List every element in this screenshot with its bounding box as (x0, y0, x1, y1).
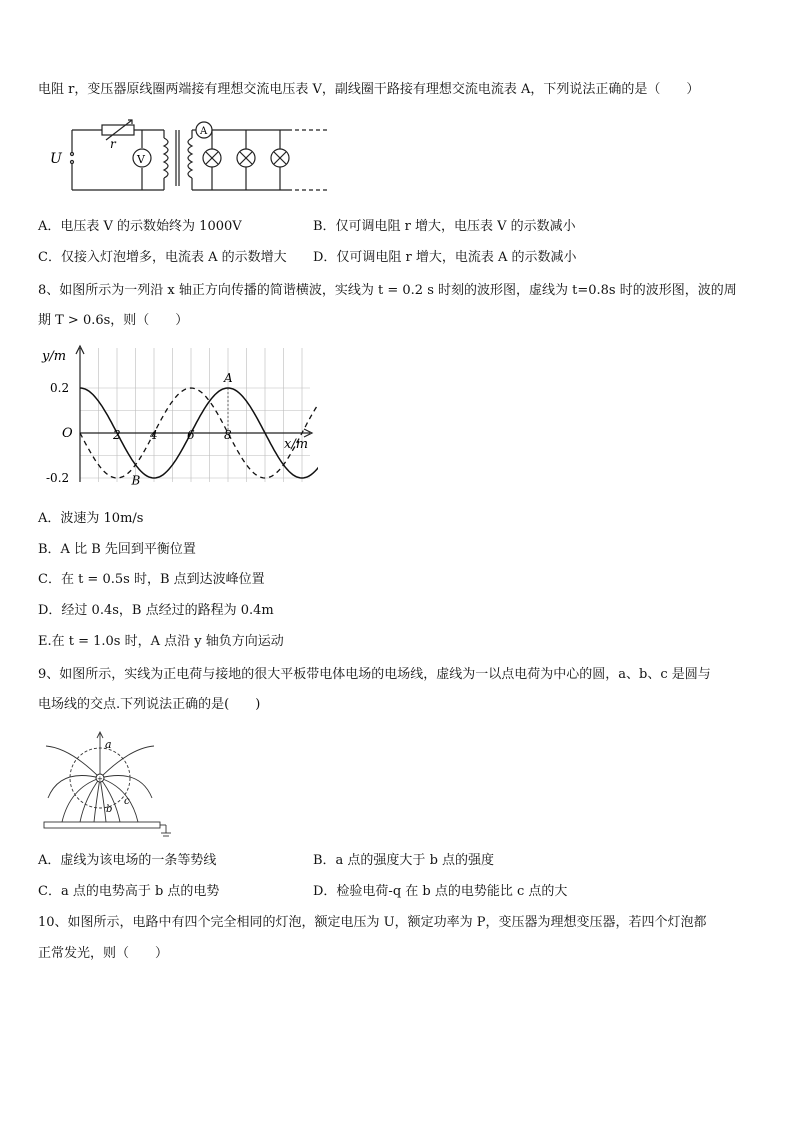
q9-option-a[interactable]: A．虚线为该电场的一条等势线 (38, 853, 217, 868)
label-c: c (124, 796, 130, 807)
q7-option-d[interactable]: D．仅可调电阻 r 增大，电流表 A 的示数减小 (313, 250, 577, 265)
label-a: a (105, 738, 112, 751)
source-label: U (50, 151, 62, 167)
q9-option-d[interactable]: D．检验电荷-q 在 b 点的电势能比 c 点的大 (313, 884, 568, 899)
label-b: b (106, 804, 113, 815)
q9-option-b[interactable]: B．a 点的强度大于 b 点的强度 (313, 853, 495, 868)
q9-stem-line-2: 电场线的交点.下列说法正确的是( ) (38, 697, 261, 712)
x-tick-label: 8 (224, 428, 232, 442)
point-label-a: A (224, 371, 233, 385)
q9-electric-field-figure (40, 728, 175, 840)
q8-stem-line-1: 8、如图所示为一列沿 x 轴正方向传播的简谐横波，实线为 t = 0.2 s 时刻的波形图，虚线为 t=0.8s 时的波形图，波的周 (38, 283, 737, 298)
q8-option-a[interactable]: A．波速为 10m/s (38, 511, 144, 526)
voltmeter-label: V (137, 153, 145, 166)
x-axis-label: x/m (284, 437, 309, 452)
x-tick-label: 6 (187, 428, 195, 442)
y-tick-label: 0.2 (50, 381, 70, 395)
q7-transformer-circuit-figure (40, 118, 340, 198)
q10-stem-line-1: 10、如图所示，电路中有四个完全相同的灯泡，额定电压为 U，额定功率为 P，变压器为理想变压器，若四个灯泡都 (38, 915, 707, 930)
q8-option-e[interactable]: E.在 t = 1.0s 时，A 点沿 y 轴负方向运动 (38, 634, 284, 649)
x-tick-label: 4 (150, 428, 158, 442)
q8-option-b[interactable]: B．A 比 B 先回到平衡位置 (38, 542, 196, 557)
q7-stem: 电阻 r，变压器原线圈两端接有理想交流电压表 V，副线圈干路接有理想交流电流表 A，下列说法正确的是（ ） (38, 82, 700, 97)
q7-option-c[interactable]: C．仅接入灯泡增多，电流表 A 的示数增大 (38, 250, 287, 265)
y-axis-label: y/m (42, 349, 67, 364)
q8-stem-line-2: 期 T > 0.6s，则（ ） (38, 313, 189, 328)
q7-option-b[interactable]: B．仅可调电阻 r 增大，电压表 V 的示数减小 (313, 219, 576, 234)
ammeter-label: A (200, 126, 208, 137)
origin-label: O (62, 426, 73, 441)
q7-option-a[interactable]: A．电压表 V 的示数始终为 1000V (38, 219, 242, 234)
q10-stem-line-2: 正常发光，则（ ） (38, 946, 169, 961)
q8-wave-chart (38, 340, 318, 490)
q9-stem-line-1: 9、如图所示，实线为正电荷与接地的很大平板带电体电场的电场线，虚线为一以点电荷为中心的圆，a、b、c 是圆与 (38, 667, 711, 682)
q9-option-c[interactable]: C．a 点的电势高于 b 点的电势 (38, 884, 220, 899)
y-tick-label: -0.2 (46, 471, 70, 485)
svg-text:+: + (97, 775, 103, 783)
q8-option-c[interactable]: C．在 t = 0.5s 时，B 点到达波峰位置 (38, 572, 265, 587)
point-label-b: B (131, 473, 141, 488)
q8-option-d[interactable]: D．经过 0.4s，B 点经过的路程为 0.4m (38, 603, 274, 618)
x-tick-label: 2 (113, 428, 121, 442)
resistor-label: r (110, 137, 116, 151)
